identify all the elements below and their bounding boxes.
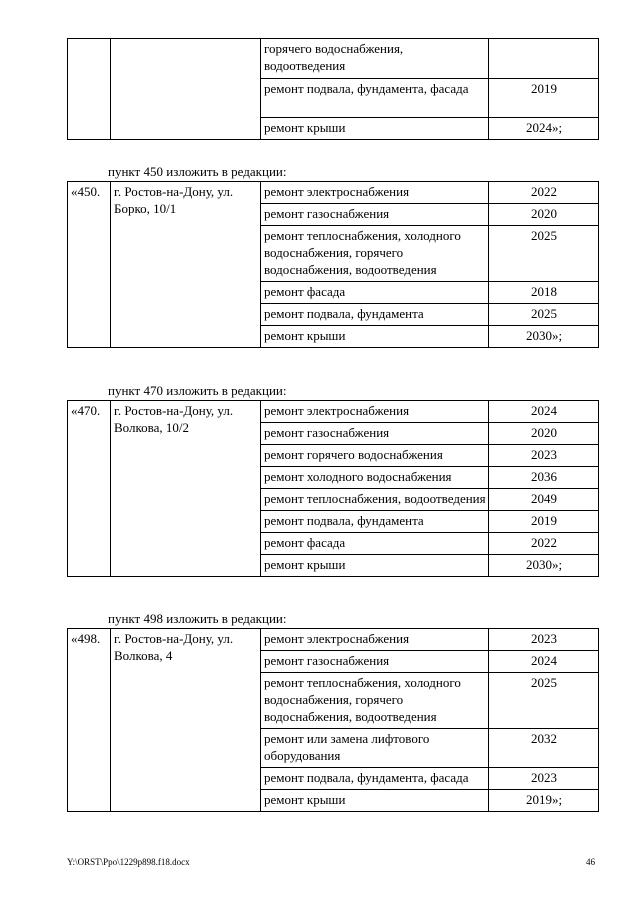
year-cell: 2019»;: [489, 790, 599, 812]
work-cell: ремонт подвала, фундамента: [261, 304, 489, 326]
continuation-table: [67, 38, 599, 140]
year-cell: 2032: [489, 729, 599, 768]
address-cell: [111, 39, 261, 140]
work-cell: ремонт крыши: [261, 555, 489, 577]
year-cell: 2022: [489, 533, 599, 555]
table-row: [68, 39, 599, 79]
work-cell: ремонт подвала, фундамента: [261, 511, 489, 533]
work-cell: ремонт газоснабжения: [261, 423, 489, 445]
work-cell: ремонт подвала, фундамента, фасада: [261, 768, 489, 790]
section-caption: пункт 450 изложить в редакции:: [108, 164, 287, 179]
year-cell: 2030»;: [489, 326, 599, 348]
year-cell: 2020: [489, 423, 599, 445]
work-cell: ремонт фасада: [261, 533, 489, 555]
work-cell: ремонт электроснабжения: [261, 401, 489, 423]
num-cell: «450.: [68, 182, 111, 348]
table-row: [68, 629, 599, 651]
address-cell: г. Ростов-на-Дону, ул. Волкова, 10/2: [111, 401, 261, 577]
work-cell: ремонт теплоснабжения, холодного водоснабжения, горячего водоснабжения, водоотведения: [261, 226, 489, 282]
year-cell: 2049: [489, 489, 599, 511]
num-cell: [68, 39, 111, 140]
year-cell: 2030»;: [489, 555, 599, 577]
work-cell: ремонт подвала, фундамента, фасада: [261, 79, 489, 118]
table-row: [68, 182, 599, 204]
work-cell: ремонт крыши: [261, 118, 489, 140]
work-cell: ремонт электроснабжения: [261, 182, 489, 204]
work-cell: ремонт теплоснабжения, холодного водоснабжения, горячего водоснабжения, водоотведения: [261, 673, 489, 729]
year-cell: 2020: [489, 204, 599, 226]
year-cell: 2024»;: [489, 118, 599, 140]
year-cell: 2023: [489, 768, 599, 790]
section-caption: пункт 498 изложить в редакции:: [108, 611, 287, 626]
year-cell: 2023: [489, 445, 599, 467]
year-cell: 2025: [489, 226, 599, 282]
year-cell: 2025: [489, 673, 599, 729]
year-cell: 2036: [489, 467, 599, 489]
section-caption: пункт 470 изложить в редакции:: [108, 383, 287, 398]
work-cell: ремонт газоснабжения: [261, 651, 489, 673]
year-cell: [489, 39, 599, 79]
work-cell: ремонт или замена лифтового оборудования: [261, 729, 489, 768]
work-cell: ремонт электроснабжения: [261, 629, 489, 651]
footer-file-path: Y:\ORST\Ppo\1229p898.f18.docx: [67, 857, 190, 867]
work-cell: ремонт газоснабжения: [261, 204, 489, 226]
work-cell: ремонт крыши: [261, 326, 489, 348]
address-cell: г. Ростов-на-Дону, ул. Волкова, 4: [111, 629, 261, 812]
table-row: [68, 401, 599, 423]
year-cell: 2025: [489, 304, 599, 326]
num-cell: «470.: [68, 401, 111, 577]
section-450-table: [67, 181, 599, 348]
num-cell: «498.: [68, 629, 111, 812]
year-cell: 2022: [489, 182, 599, 204]
work-cell: ремонт горячего водоснабжения: [261, 445, 489, 467]
page-number: 46: [586, 857, 595, 867]
work-cell: ремонт холодного водоснабжения: [261, 467, 489, 489]
work-cell: ремонт крыши: [261, 790, 489, 812]
work-cell: ремонт теплоснабжения, водоотведения: [261, 489, 489, 511]
year-cell: 2023: [489, 629, 599, 651]
year-cell: 2024: [489, 651, 599, 673]
year-cell: 2024: [489, 401, 599, 423]
year-cell: 2019: [489, 79, 599, 118]
year-cell: 2018: [489, 282, 599, 304]
section-498-table: [67, 628, 599, 812]
work-cell: горячего водоснабжения, водоотведения: [261, 39, 489, 79]
address-cell: г. Ростов-на-Дону, ул. Борко, 10/1: [111, 182, 261, 348]
section-470-table: [67, 400, 599, 577]
year-cell: 2019: [489, 511, 599, 533]
work-cell: ремонт фасада: [261, 282, 489, 304]
